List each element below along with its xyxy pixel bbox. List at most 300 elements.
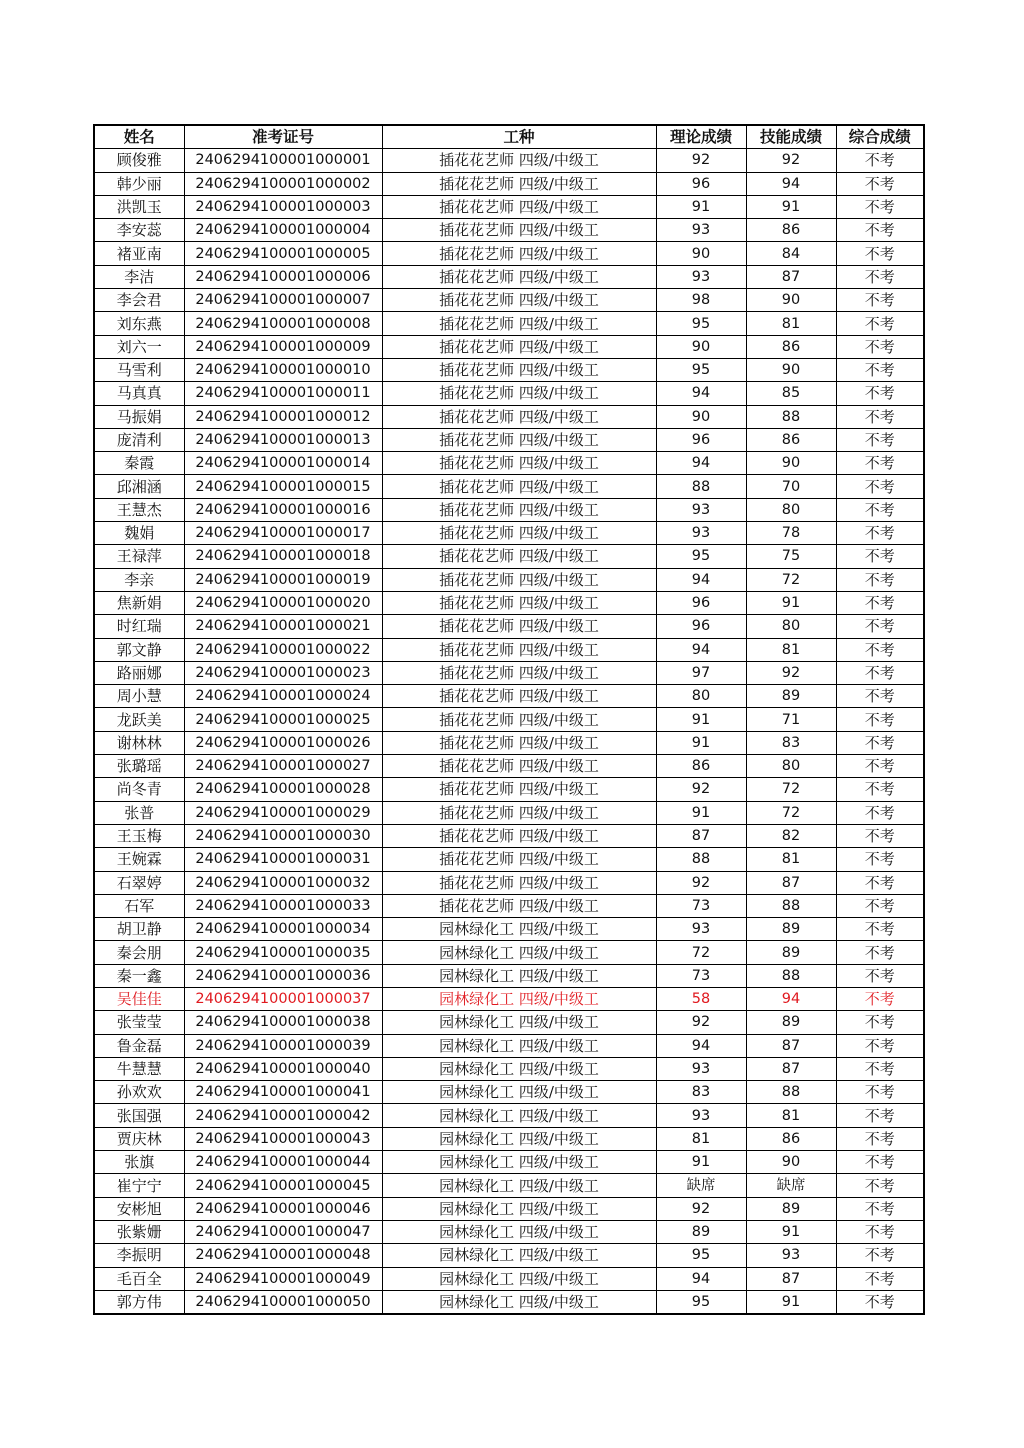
cell-job-type: 插花花艺师 四级/中级工 (382, 242, 656, 265)
cell-theory-score: 72 (656, 941, 746, 964)
cell-job-type: 园林绿化工 四级/中级工 (382, 964, 656, 987)
table-row (94, 1174, 924, 1197)
cell-skill-score: 88 (746, 964, 836, 987)
cell-overall-score: 不考 (836, 522, 924, 545)
cell-skill-score: 81 (746, 638, 836, 661)
table-row (94, 149, 924, 172)
cell-job-type: 园林绿化工 四级/中级工 (382, 1104, 656, 1127)
table-row (94, 265, 924, 288)
table-row (94, 568, 924, 591)
cell-exam-id: 2406294100001000023 (184, 661, 382, 684)
table-row (94, 591, 924, 614)
cell-job-type: 插花花艺师 四级/中级工 (382, 871, 656, 894)
cell-exam-id: 2406294100001000039 (184, 1034, 382, 1057)
cell-name: 李振明 (94, 1244, 184, 1267)
cell-name: 郭方伟 (94, 1290, 184, 1314)
cell-job-type: 园林绿化工 四级/中级工 (382, 1267, 656, 1290)
cell-job-type: 插花花艺师 四级/中级工 (382, 731, 656, 754)
cell-overall-score: 不考 (836, 824, 924, 847)
cell-skill-score: 80 (746, 615, 836, 638)
cell-skill-score: 85 (746, 382, 836, 405)
header-name: 姓名 (94, 125, 184, 149)
cell-skill-score: 88 (746, 405, 836, 428)
table-row (94, 1104, 924, 1127)
cell-exam-id: 2406294100001000049 (184, 1267, 382, 1290)
cell-skill-score: 81 (746, 312, 836, 335)
cell-name: 张璐瑶 (94, 755, 184, 778)
cell-overall-score: 不考 (836, 1267, 924, 1290)
cell-name: 张旗 (94, 1151, 184, 1174)
cell-overall-score: 不考 (836, 778, 924, 801)
cell-job-type: 插花花艺师 四级/中级工 (382, 452, 656, 475)
cell-overall-score: 不考 (836, 848, 924, 871)
cell-theory-score: 93 (656, 265, 746, 288)
score-table (93, 124, 925, 1315)
cell-job-type: 插花花艺师 四级/中级工 (382, 708, 656, 731)
cell-name: 马振娟 (94, 405, 184, 428)
cell-name: 焦新娟 (94, 591, 184, 614)
cell-job-type: 插花花艺师 四级/中级工 (382, 778, 656, 801)
cell-skill-score: 92 (746, 149, 836, 172)
header-skill-score: 技能成绩 (746, 125, 836, 149)
cell-job-type: 插花花艺师 四级/中级工 (382, 591, 656, 614)
cell-theory-score: 92 (656, 149, 746, 172)
cell-overall-score: 不考 (836, 1220, 924, 1243)
cell-skill-score: 缺席 (746, 1174, 836, 1197)
cell-name: 张普 (94, 801, 184, 824)
table-row (94, 428, 924, 451)
cell-name: 孙欢欢 (94, 1081, 184, 1104)
table-row (94, 219, 924, 242)
table-body (94, 149, 924, 1314)
cell-skill-score: 72 (746, 568, 836, 591)
table-row (94, 1057, 924, 1080)
cell-skill-score: 92 (746, 661, 836, 684)
cell-exam-id: 2406294100001000044 (184, 1151, 382, 1174)
cell-name: 牛慧慧 (94, 1057, 184, 1080)
header-theory-score: 理论成绩 (656, 125, 746, 149)
cell-exam-id: 2406294100001000040 (184, 1057, 382, 1080)
cell-exam-id: 2406294100001000034 (184, 918, 382, 941)
cell-job-type: 插花花艺师 四级/中级工 (382, 894, 656, 917)
cell-name: 李洁 (94, 265, 184, 288)
table-row (94, 242, 924, 265)
cell-skill-score: 94 (746, 172, 836, 195)
table-row (94, 475, 924, 498)
cell-skill-score: 90 (746, 1151, 836, 1174)
cell-theory-score: 90 (656, 405, 746, 428)
cell-skill-score: 88 (746, 1081, 836, 1104)
cell-skill-score: 90 (746, 358, 836, 381)
cell-theory-score: 81 (656, 1127, 746, 1150)
cell-theory-score: 93 (656, 918, 746, 941)
cell-name: 洪凯玉 (94, 195, 184, 218)
cell-name: 魏娟 (94, 522, 184, 545)
cell-name: 顾俊雅 (94, 149, 184, 172)
cell-overall-score: 不考 (836, 591, 924, 614)
cell-name: 马真真 (94, 382, 184, 405)
cell-exam-id: 2406294100001000024 (184, 685, 382, 708)
cell-theory-score: 88 (656, 475, 746, 498)
cell-skill-score: 83 (746, 731, 836, 754)
table-row (94, 335, 924, 358)
cell-overall-score: 不考 (836, 1151, 924, 1174)
cell-exam-id: 2406294100001000035 (184, 941, 382, 964)
cell-theory-score: 97 (656, 661, 746, 684)
table-row (94, 1197, 924, 1220)
table-row (94, 1011, 924, 1034)
cell-job-type: 插花花艺师 四级/中级工 (382, 195, 656, 218)
cell-overall-score: 不考 (836, 638, 924, 661)
cell-skill-score: 89 (746, 1011, 836, 1034)
cell-job-type: 插花花艺师 四级/中级工 (382, 801, 656, 824)
table-row (94, 1127, 924, 1150)
cell-overall-score: 不考 (836, 428, 924, 451)
table-row (94, 731, 924, 754)
cell-name: 张国强 (94, 1104, 184, 1127)
cell-exam-id: 2406294100001000037 (184, 987, 382, 1010)
table-row (94, 824, 924, 847)
cell-theory-score: 96 (656, 172, 746, 195)
cell-skill-score: 71 (746, 708, 836, 731)
table-row (94, 685, 924, 708)
cell-name: 周小慧 (94, 685, 184, 708)
cell-name: 庞清利 (94, 428, 184, 451)
cell-name: 王玉梅 (94, 824, 184, 847)
cell-job-type: 插花花艺师 四级/中级工 (382, 172, 656, 195)
cell-overall-score: 不考 (836, 615, 924, 638)
cell-exam-id: 2406294100001000001 (184, 149, 382, 172)
cell-exam-id: 2406294100001000045 (184, 1174, 382, 1197)
cell-exam-id: 2406294100001000021 (184, 615, 382, 638)
table-row (94, 848, 924, 871)
cell-overall-score: 不考 (836, 172, 924, 195)
cell-name: 韩少丽 (94, 172, 184, 195)
cell-exam-id: 2406294100001000029 (184, 801, 382, 824)
cell-skill-score: 72 (746, 778, 836, 801)
cell-job-type: 插花花艺师 四级/中级工 (382, 428, 656, 451)
cell-skill-score: 86 (746, 219, 836, 242)
table-row (94, 382, 924, 405)
cell-overall-score: 不考 (836, 918, 924, 941)
header-exam-id: 准考证号 (184, 125, 382, 149)
cell-overall-score: 不考 (836, 498, 924, 521)
cell-overall-score: 不考 (836, 661, 924, 684)
cell-job-type: 园林绿化工 四级/中级工 (382, 1197, 656, 1220)
cell-exam-id: 2406294100001000022 (184, 638, 382, 661)
cell-name: 李安蕊 (94, 219, 184, 242)
cell-skill-score: 80 (746, 755, 836, 778)
cell-overall-score: 不考 (836, 382, 924, 405)
cell-name: 张紫姗 (94, 1220, 184, 1243)
cell-skill-score: 81 (746, 848, 836, 871)
cell-job-type: 插花花艺师 四级/中级工 (382, 312, 656, 335)
cell-overall-score: 不考 (836, 568, 924, 591)
cell-skill-score: 89 (746, 685, 836, 708)
cell-exam-id: 2406294100001000030 (184, 824, 382, 847)
cell-name: 崔宁宁 (94, 1174, 184, 1197)
cell-skill-score: 87 (746, 265, 836, 288)
cell-job-type: 园林绿化工 四级/中级工 (382, 1127, 656, 1150)
table-row (94, 545, 924, 568)
cell-job-type: 园林绿化工 四级/中级工 (382, 1151, 656, 1174)
table-row (94, 778, 924, 801)
header-overall-score: 综合成绩 (836, 125, 924, 149)
cell-exam-id: 2406294100001000043 (184, 1127, 382, 1150)
cell-job-type: 插花花艺师 四级/中级工 (382, 289, 656, 312)
cell-job-type: 插花花艺师 四级/中级工 (382, 685, 656, 708)
cell-skill-score: 91 (746, 195, 836, 218)
table-row (94, 498, 924, 521)
cell-skill-score: 89 (746, 918, 836, 941)
table-row (94, 452, 924, 475)
cell-skill-score: 78 (746, 522, 836, 545)
cell-exam-id: 2406294100001000010 (184, 358, 382, 381)
cell-exam-id: 2406294100001000009 (184, 335, 382, 358)
cell-job-type: 插花花艺师 四级/中级工 (382, 149, 656, 172)
cell-exam-id: 2406294100001000008 (184, 312, 382, 335)
cell-theory-score: 缺席 (656, 1174, 746, 1197)
table-row (94, 1220, 924, 1243)
cell-theory-score: 90 (656, 335, 746, 358)
cell-theory-score: 88 (656, 848, 746, 871)
cell-name: 李亲 (94, 568, 184, 591)
cell-exam-id: 2406294100001000005 (184, 242, 382, 265)
cell-theory-score: 93 (656, 522, 746, 545)
table-row (94, 312, 924, 335)
cell-exam-id: 2406294100001000027 (184, 755, 382, 778)
cell-job-type: 插花花艺师 四级/中级工 (382, 615, 656, 638)
cell-theory-score: 73 (656, 964, 746, 987)
cell-skill-score: 91 (746, 591, 836, 614)
cell-skill-score: 88 (746, 894, 836, 917)
cell-name: 谢林林 (94, 731, 184, 754)
table-row (94, 1034, 924, 1057)
cell-skill-score: 94 (746, 987, 836, 1010)
cell-overall-score: 不考 (836, 1127, 924, 1150)
cell-theory-score: 98 (656, 289, 746, 312)
cell-exam-id: 2406294100001000016 (184, 498, 382, 521)
cell-skill-score: 86 (746, 428, 836, 451)
table-row (94, 358, 924, 381)
cell-theory-score: 73 (656, 894, 746, 917)
table-row (94, 918, 924, 941)
cell-skill-score: 89 (746, 941, 836, 964)
cell-overall-score: 不考 (836, 755, 924, 778)
cell-theory-score: 94 (656, 638, 746, 661)
cell-job-type: 插花花艺师 四级/中级工 (382, 824, 656, 847)
cell-exam-id: 2406294100001000028 (184, 778, 382, 801)
cell-name: 吴佳佳 (94, 987, 184, 1010)
table-row (94, 1290, 924, 1314)
cell-theory-score: 93 (656, 498, 746, 521)
cell-overall-score: 不考 (836, 1197, 924, 1220)
cell-theory-score: 95 (656, 312, 746, 335)
cell-name: 郭文静 (94, 638, 184, 661)
cell-skill-score: 90 (746, 289, 836, 312)
header-job-type: 工种 (382, 125, 656, 149)
cell-exam-id: 2406294100001000046 (184, 1197, 382, 1220)
cell-exam-id: 2406294100001000050 (184, 1290, 382, 1314)
cell-name: 尚冬青 (94, 778, 184, 801)
cell-exam-id: 2406294100001000042 (184, 1104, 382, 1127)
cell-exam-id: 2406294100001000017 (184, 522, 382, 545)
cell-skill-score: 87 (746, 1267, 836, 1290)
cell-overall-score: 不考 (836, 475, 924, 498)
cell-overall-score: 不考 (836, 335, 924, 358)
cell-job-type: 园林绿化工 四级/中级工 (382, 1220, 656, 1243)
cell-name: 胡卫静 (94, 918, 184, 941)
cell-theory-score: 91 (656, 1151, 746, 1174)
cell-theory-score: 96 (656, 591, 746, 614)
cell-overall-score: 不考 (836, 1290, 924, 1314)
cell-theory-score: 95 (656, 358, 746, 381)
cell-job-type: 园林绿化工 四级/中级工 (382, 1174, 656, 1197)
cell-exam-id: 2406294100001000011 (184, 382, 382, 405)
cell-theory-score: 92 (656, 871, 746, 894)
table-row (94, 708, 924, 731)
cell-skill-score: 93 (746, 1244, 836, 1267)
cell-theory-score: 94 (656, 1267, 746, 1290)
cell-exam-id: 2406294100001000013 (184, 428, 382, 451)
cell-name: 刘六一 (94, 335, 184, 358)
cell-skill-score: 91 (746, 1220, 836, 1243)
table-row (94, 405, 924, 428)
cell-overall-score: 不考 (836, 685, 924, 708)
cell-name: 马雪利 (94, 358, 184, 381)
cell-overall-score: 不考 (836, 708, 924, 731)
cell-job-type: 园林绿化工 四级/中级工 (382, 1081, 656, 1104)
cell-overall-score: 不考 (836, 149, 924, 172)
cell-overall-score: 不考 (836, 1174, 924, 1197)
cell-skill-score: 82 (746, 824, 836, 847)
cell-name: 龙跃美 (94, 708, 184, 731)
cell-overall-score: 不考 (836, 219, 924, 242)
cell-name: 贾庆林 (94, 1127, 184, 1150)
cell-skill-score: 84 (746, 242, 836, 265)
table-row (94, 871, 924, 894)
cell-name: 路丽娜 (94, 661, 184, 684)
table-row (94, 195, 924, 218)
cell-exam-id: 2406294100001000025 (184, 708, 382, 731)
cell-job-type: 插花花艺师 四级/中级工 (382, 358, 656, 381)
cell-name: 石翠婷 (94, 871, 184, 894)
cell-job-type: 插花花艺师 四级/中级工 (382, 265, 656, 288)
cell-skill-score: 87 (746, 1057, 836, 1080)
cell-theory-score: 89 (656, 1220, 746, 1243)
cell-name: 王禄萍 (94, 545, 184, 568)
cell-skill-score: 72 (746, 801, 836, 824)
cell-job-type: 插花花艺师 四级/中级工 (382, 661, 656, 684)
cell-overall-score: 不考 (836, 1244, 924, 1267)
cell-overall-score: 不考 (836, 312, 924, 335)
cell-theory-score: 96 (656, 428, 746, 451)
cell-overall-score: 不考 (836, 1011, 924, 1034)
cell-exam-id: 2406294100001000041 (184, 1081, 382, 1104)
cell-job-type: 插花花艺师 四级/中级工 (382, 405, 656, 428)
table-row (94, 522, 924, 545)
cell-job-type: 插花花艺师 四级/中级工 (382, 848, 656, 871)
cell-name: 王婉霖 (94, 848, 184, 871)
cell-skill-score: 89 (746, 1197, 836, 1220)
cell-job-type: 插花花艺师 四级/中级工 (382, 335, 656, 358)
cell-overall-score: 不考 (836, 941, 924, 964)
table-row (94, 661, 924, 684)
cell-job-type: 插花花艺师 四级/中级工 (382, 475, 656, 498)
cell-theory-score: 94 (656, 1034, 746, 1057)
cell-exam-id: 2406294100001000026 (184, 731, 382, 754)
cell-overall-score: 不考 (836, 1057, 924, 1080)
cell-skill-score: 91 (746, 1290, 836, 1314)
cell-name: 秦一鑫 (94, 964, 184, 987)
table-row (94, 1267, 924, 1290)
cell-job-type: 插花花艺师 四级/中级工 (382, 755, 656, 778)
cell-skill-score: 70 (746, 475, 836, 498)
table-row (94, 1081, 924, 1104)
table-row (94, 172, 924, 195)
table-row (94, 1151, 924, 1174)
cell-overall-score: 不考 (836, 1081, 924, 1104)
table-row (94, 755, 924, 778)
cell-overall-score: 不考 (836, 289, 924, 312)
cell-exam-id: 2406294100001000006 (184, 265, 382, 288)
cell-exam-id: 2406294100001000002 (184, 172, 382, 195)
cell-job-type: 园林绿化工 四级/中级工 (382, 1290, 656, 1314)
cell-exam-id: 2406294100001000015 (184, 475, 382, 498)
cell-name: 王慧杰 (94, 498, 184, 521)
cell-exam-id: 2406294100001000012 (184, 405, 382, 428)
cell-overall-score: 不考 (836, 358, 924, 381)
cell-overall-score: 不考 (836, 801, 924, 824)
cell-overall-score: 不考 (836, 452, 924, 475)
cell-overall-score: 不考 (836, 987, 924, 1010)
cell-name: 时红瑞 (94, 615, 184, 638)
cell-overall-score: 不考 (836, 871, 924, 894)
cell-theory-score: 96 (656, 615, 746, 638)
cell-theory-score: 93 (656, 1104, 746, 1127)
cell-theory-score: 92 (656, 778, 746, 801)
cell-theory-score: 94 (656, 568, 746, 591)
cell-skill-score: 80 (746, 498, 836, 521)
table-header (94, 125, 924, 149)
cell-job-type: 园林绿化工 四级/中级工 (382, 1011, 656, 1034)
cell-theory-score: 86 (656, 755, 746, 778)
cell-overall-score: 不考 (836, 964, 924, 987)
cell-theory-score: 94 (656, 382, 746, 405)
cell-theory-score: 91 (656, 195, 746, 218)
cell-exam-id: 2406294100001000038 (184, 1011, 382, 1034)
cell-theory-score: 95 (656, 545, 746, 568)
cell-job-type: 园林绿化工 四级/中级工 (382, 941, 656, 964)
table-row (94, 894, 924, 917)
cell-exam-id: 2406294100001000007 (184, 289, 382, 312)
cell-theory-score: 95 (656, 1244, 746, 1267)
cell-name: 秦霞 (94, 452, 184, 475)
cell-skill-score: 86 (746, 1127, 836, 1150)
cell-name: 刘东燕 (94, 312, 184, 335)
cell-overall-score: 不考 (836, 545, 924, 568)
cell-overall-score: 不考 (836, 405, 924, 428)
cell-theory-score: 58 (656, 987, 746, 1010)
cell-job-type: 插花花艺师 四级/中级工 (382, 219, 656, 242)
cell-overall-score: 不考 (836, 731, 924, 754)
table-row (94, 615, 924, 638)
cell-theory-score: 91 (656, 708, 746, 731)
cell-name: 石军 (94, 894, 184, 917)
cell-exam-id: 2406294100001000018 (184, 545, 382, 568)
cell-theory-score: 95 (656, 1290, 746, 1314)
cell-overall-score: 不考 (836, 1104, 924, 1127)
